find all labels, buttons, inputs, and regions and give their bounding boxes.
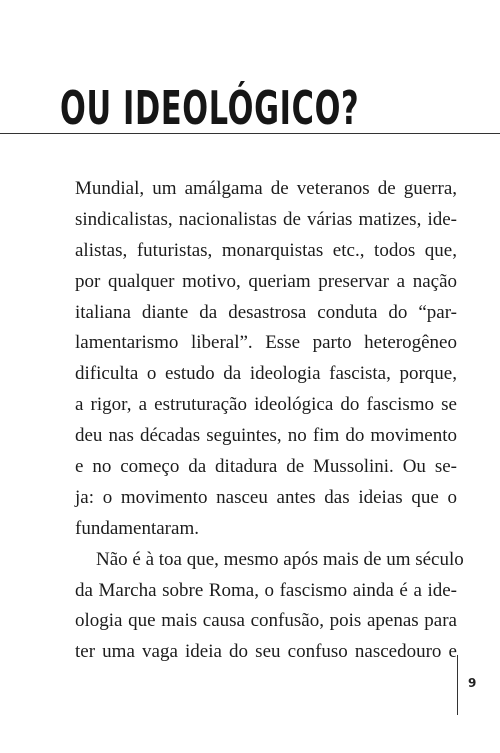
text-line: italiana diante da desastrosa conduta do “par- [75, 301, 457, 323]
text-line: lamentarismo liberal”. Esse parto heterogêneo [75, 332, 457, 354]
text-line: dificulta o estudo da ideologia fascista, porque, [75, 363, 457, 385]
text-line: a rigor, a estruturação ideológica do fascismo se [75, 394, 457, 416]
text-line: fundamentaram. [75, 517, 199, 539]
page-number: 9 [468, 676, 477, 690]
page-number-rule [457, 655, 458, 715]
heading-rule [0, 133, 500, 134]
text-line: ologia que mais causa confusão, pois apenas para [75, 610, 457, 632]
text-line: ja: o movimento nasceu antes das ideias que o [75, 486, 457, 508]
text-line: e no começo da ditadura de Mussolini. Ou se- [75, 456, 457, 478]
chapter-heading: OU IDEOLÓGICO? [60, 81, 360, 135]
text-line: por qualquer motivo, queriam preservar a nação [75, 270, 457, 292]
text-line: alistas, futuristas, monarquistas etc., todos que, [75, 239, 457, 261]
text-line: da Marcha sobre Roma, o fascismo ainda é a ide- [75, 579, 457, 601]
text-line: ter uma vaga ideia do seu confuso nascedouro e [75, 641, 457, 663]
text-line: Mundial, um amálgama de veteranos de guerra, [75, 178, 457, 199]
text-line: Não é à toa que, mesmo após mais de um século [96, 548, 464, 570]
text-line: sindicalistas, nacionalistas de várias matizes, ide- [75, 208, 457, 230]
text-line: deu nas décadas seguintes, no fim do movimento [75, 425, 457, 447]
body-text [75, 174, 464, 668]
